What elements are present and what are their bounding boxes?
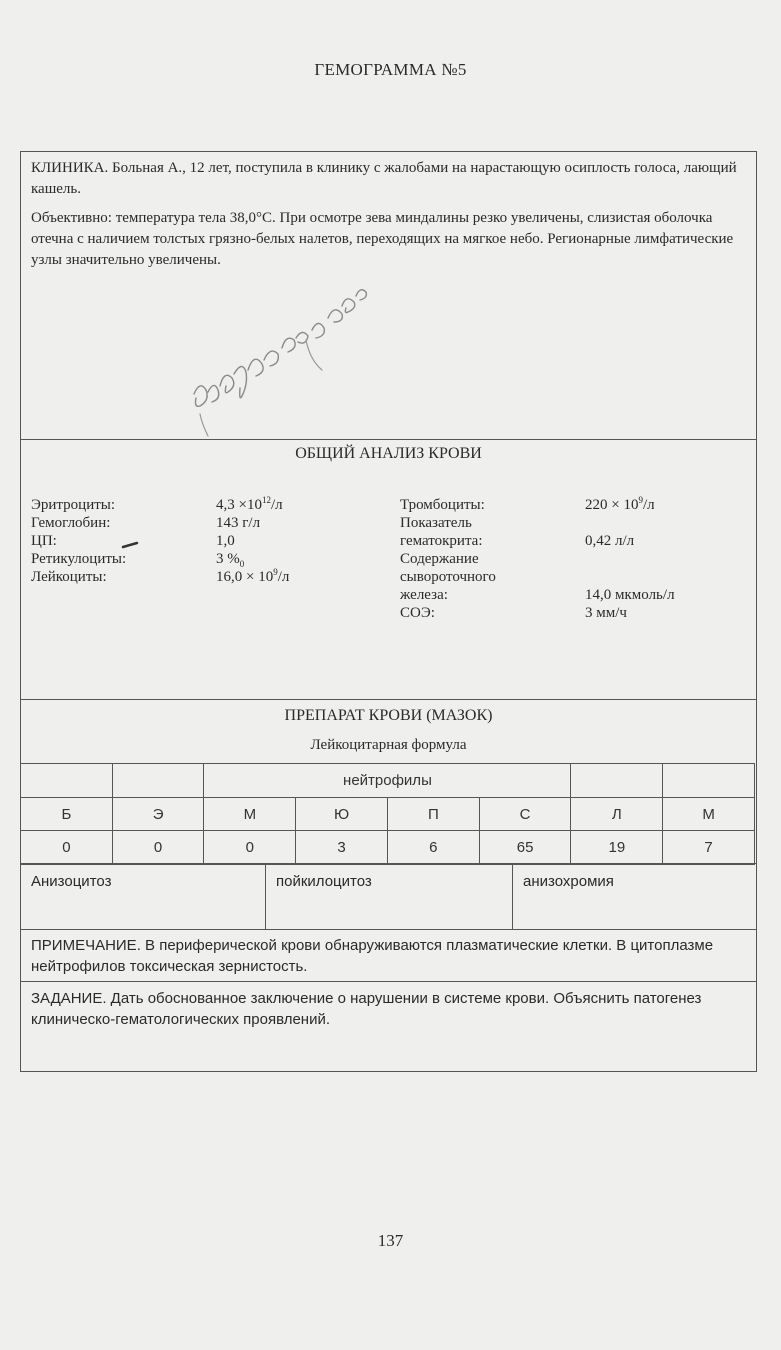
hemoglobin-label: Гемоглобин: (31, 515, 111, 531)
anisochromia-cell: анизохромия (512, 864, 756, 930)
color-index-label: ЦП: (31, 533, 57, 549)
iron-label-line3: железа: (400, 587, 448, 603)
formula-group-row (21, 764, 755, 798)
left-labels (31, 496, 126, 586)
leukocytes-label: Лейкоциты: (31, 569, 107, 585)
blood-analysis-heading: ОБЩИЙ АНАЛИЗ КРОВИ (295, 445, 482, 462)
hemoglobin-value: 143 г/л (216, 515, 261, 531)
formula-header-row (21, 798, 755, 831)
reticulocytes-value: 3 $\%_0$ (216, 551, 245, 569)
smear-heading: ПРЕПАРАТ КРОВИ (МАЗОК) (284, 707, 493, 724)
leukocyte-formula-table (20, 763, 755, 865)
hematocrit-label-line2: гематокрита: (400, 533, 483, 549)
iron-label-line1: Содержание (400, 551, 479, 567)
clinic-objective: Объективно: температура тела 38,0°С. При осмотре зева миндалины резко увеличены, слизистая оболочка отечна с наличием толстых грязно-белых налетов, переходящих на мягкое небо. Регионарные лимфатические узлы значительно увеличены. (31, 210, 734, 268)
neutrophils-group-header: нейтрофилы (204, 764, 571, 798)
hematocrit-value: 0,42 л/л (585, 533, 635, 549)
reticulocytes-label: Ретикулоциты: (31, 551, 127, 567)
color-index-value: 1,0 (216, 533, 235, 549)
value-lymphocytes: 19 (571, 831, 663, 865)
blood-analysis-section (21, 439, 756, 699)
anisocytosis-cell: Анизоцитоз (31, 873, 112, 890)
right-values (585, 496, 675, 622)
esr-value: 3 мм/ч (585, 605, 627, 621)
poikilocytosis-cell: пойкилоцитоз (265, 864, 512, 930)
note-section: ПРИМЕЧАНИЕ. В периферической крови обнаруживаются плазматические клетки. В цитоплазме нейтрофилов токсическая зернистость. (21, 929, 756, 981)
header-basophils: Б (21, 798, 113, 831)
page-title: ГЕМОГРАММА №5 (314, 60, 467, 79)
esr-label: СОЭ: (400, 605, 435, 621)
iron-label-line2: сывороточного (400, 569, 496, 585)
header-metamyelocytes: Ю (296, 798, 388, 831)
value-segmented: 65 (479, 831, 571, 865)
value-myelocytes: 0 (204, 831, 296, 865)
leukocytes-value: $16,0 \times 10^9/л$ (216, 567, 290, 585)
value-basophils: 0 (21, 831, 113, 865)
erythrocytes-label: Эритроциты: (31, 497, 116, 513)
smear-section (21, 699, 756, 865)
platelets-value: $220 \times 10^9/л$ (585, 495, 655, 513)
formula-values-row (21, 831, 755, 865)
handwritten-note (186, 274, 386, 444)
value-metamyelocytes: 3 (296, 831, 388, 865)
header-monocytes: М (663, 798, 755, 831)
left-values (216, 496, 289, 586)
value-eosinophils: 0 (112, 831, 204, 865)
clinic-complaints: КЛИНИКА. Больная А., 12 лет, поступила в клинику с жалобами на нарастающую осиплость голоса, лающий кашель. (31, 160, 737, 197)
pen-mark-icon (121, 540, 141, 550)
header-lymphocytes: Л (571, 798, 663, 831)
right-labels (400, 496, 496, 622)
leukocyte-formula-title: Лейкоцитарная формула (310, 737, 467, 753)
case-card (20, 151, 757, 1072)
value-band: 6 (387, 831, 479, 865)
iron-value: 14,0 мкмоль/л (585, 587, 675, 603)
header-segmented: С (479, 798, 571, 831)
value-monocytes: 7 (663, 831, 755, 865)
erythrocytes-value: $4,3 \times 10^{12}/л$ (216, 495, 283, 513)
task-section: ЗАДАНИЕ. Дать обоснованное заключение о нарушении в системе крови. Объяснить патогенез клиническо-гематологических проявлений. (21, 981, 756, 1071)
header-eosinophils: Э (112, 798, 204, 831)
hematocrit-label-line1: Показатель (400, 515, 472, 531)
platelets-label: Тромбоциты: (400, 497, 485, 513)
morphology-section (21, 863, 756, 929)
page-number: 137 (377, 1231, 404, 1250)
clinic-section (21, 152, 756, 439)
header-myelocytes: М (204, 798, 296, 831)
header-band: П (387, 798, 479, 831)
